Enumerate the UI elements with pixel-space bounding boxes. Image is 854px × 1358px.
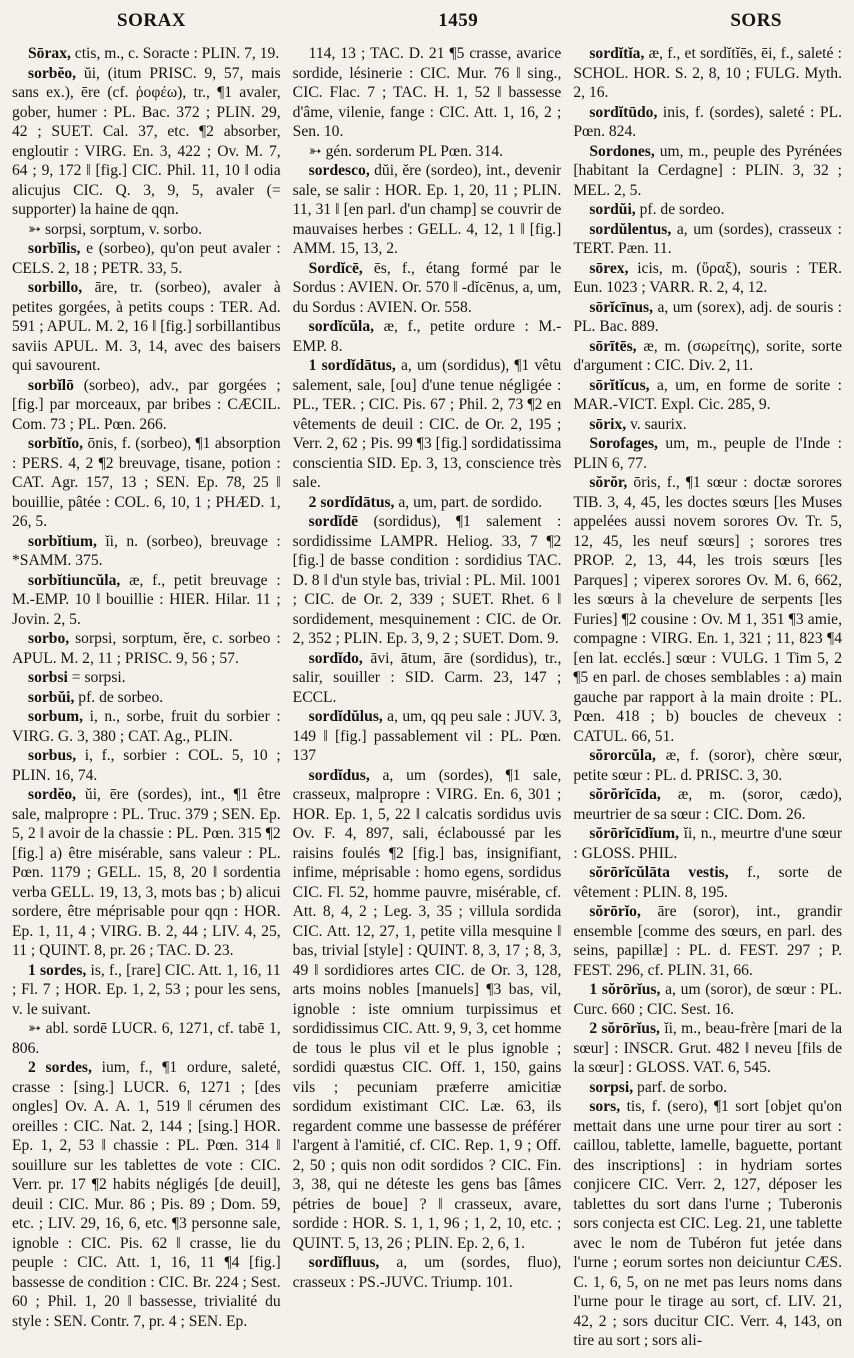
entry-definition: is, f., [rare] CIC. Att. 1, 16, 11 ; Fl. 7 ; HOR. Ep. 1, 2, 53 ; pour les sens, v. le suivant. bbox=[12, 961, 281, 1018]
entry-headword: sōrĭcīnus, bbox=[589, 298, 654, 316]
entry-definition: ōnis, f. (sorbeo), ¶1 absorption : PERS. 4, 2 ¶2 breuvage, tisane, potion : CAT. Agr. 157, 13 ; SEN. Ep. 78, 25 ‖ bouillie, pâtée : COL. 6, 10, 1 ; PHÆD. 1, 26, 5. bbox=[12, 435, 281, 530]
entry-definition: æ, f., et sordĭtĭēs, ēi, f., saleté : SCHOL. HOR. S. 2, 8, 10 ; FULG. Myth. 2, 16. bbox=[573, 45, 842, 101]
entry-definition: āre, tr. (sorbeo), avaler à petites gorgées, à petits coups : TER. Ad. 591 ; APUL. M. 2, 16 ‖ [fig.] sorbillantibus saviis APUL. M. 3, 14, avec des baisers qui savourent. bbox=[12, 279, 281, 374]
entry-definition: ĭi, m., beau-frère [mari de la sœur] : INSCR. Grut. 482 ‖ neveu [fils de la sœur] : GLOSS. VAT. 6, 545. bbox=[573, 1020, 842, 1076]
dictionary-entry bbox=[293, 356, 562, 493]
entry-definition: parf. de sorbo. bbox=[637, 1078, 728, 1096]
dictionary-entry bbox=[293, 649, 562, 708]
entry-headword: sorbĭtĭo, bbox=[28, 435, 84, 452]
entry-headword: sōrītēs, bbox=[589, 337, 637, 355]
entry-definition: ŭi, ēre (sordes), int., ¶1 être sale, malpropre : PL. Truc. 379 ; SEN. Ep. 5, 2 ‖ avoir de la chassie : PL. Pœn. 315 ¶2 [fig.] a) être misérable, sans valeur : PL. Pœn. 1179 ; GELL. 15, 8, 20 ‖ sordentia verba GELL. 19, 13, 3, mots bas ; b) alicui sordere, être méprisable pour qqn : HOR. Ep. 1, 11, 4 ; VIRG. B. 2, 44 ; LIV. 4, 25, 11 ; QUINT. 8, pr. 26 ; TAC. D. 23. bbox=[12, 786, 281, 959]
entry-headword: sŏrōrĭcŭlāta vestis, bbox=[589, 864, 729, 881]
entry-headword: 1 sordĭdātus, bbox=[308, 357, 396, 374]
entry-definition: (sorbeo), adv., par gorgées ; [fig.] par morceaux, par bribes : CÆCIL. Com. 73 ; PL. Pœn. 266. bbox=[12, 376, 281, 433]
entry-headword: sŏrŏrĭcīda, bbox=[589, 786, 661, 803]
entry-headword: 1 sŏrōrĭus, bbox=[589, 981, 661, 998]
entry-definition: a, um (soror), de sœur : PL. Curc. 660 ; CIC. Sest. 16. bbox=[573, 981, 842, 1018]
dictionary-entry bbox=[12, 571, 281, 630]
dictionary-entry bbox=[293, 766, 562, 1254]
entry-headword: sorpsi, bbox=[589, 1078, 634, 1096]
entry-headword: sorbĭlis, bbox=[28, 240, 81, 257]
dictionary-entry bbox=[573, 824, 842, 863]
entry-definition: um, m., peuple de l'Inde : PLIN 6, 77. bbox=[573, 435, 842, 472]
entry-headword: sŏrōrĭcīdĭum, bbox=[589, 825, 680, 842]
dictionary-entry bbox=[573, 220, 842, 259]
entry-headword: sordŭlentus, bbox=[589, 220, 672, 238]
entry-headword: sors, bbox=[589, 1098, 621, 1115]
entry-definition: um, m., peuple des Pyrénées [habitant la Cerdagne] : PLIN. 3, 32 ; MEL. 2, 5. bbox=[573, 142, 842, 199]
header-right-guide-word: SORS bbox=[730, 10, 782, 31]
entry-definition: ĭi, n., meurtre d'une sœur : GLOSS. PHIL. bbox=[573, 825, 842, 862]
entry-definition: i, n., sorbe, fruit du sorbier : VIRG. G. 3, 380 ; CAT. Ag., PLIN. bbox=[12, 708, 281, 745]
columns bbox=[12, 44, 842, 1354]
entry-definition: i, f., sorbier : COL. 5, 10 ; PLIN. 16, 74. bbox=[12, 747, 281, 784]
dictionary-entry bbox=[573, 902, 842, 980]
entry-headword: sŏrōrĭo, bbox=[589, 903, 641, 920]
entry-headword: sorbĭlō bbox=[28, 376, 74, 394]
entry-headword: 2 sordĭdātus, bbox=[308, 493, 395, 511]
header-left-guide-word: SORAX bbox=[117, 10, 187, 31]
column-1 bbox=[12, 44, 281, 1354]
dictionary-entry bbox=[12, 1058, 281, 1331]
entry-definition: = sorpsi. bbox=[71, 669, 126, 686]
entry-definition: sorpsi, sorptum, ĕre, c. sorbeo : APUL. M. 2, 11 ; PRISC. 9, 56 ; 57. bbox=[12, 630, 281, 667]
entry-definition: ➳ gén. sorderum PL Pœn. 314. bbox=[308, 142, 504, 160]
entry-headword: sorbillo, bbox=[28, 279, 83, 296]
dictionary-entry bbox=[12, 239, 281, 278]
entry-definition: æ, f. (soror), chère sœur, petite sœur : PL. d. PRISC. 3, 30. bbox=[573, 747, 842, 784]
entry-headword: sordĭfluus, bbox=[308, 1254, 380, 1271]
entry-definition: pf. de sorbeo. bbox=[78, 688, 164, 706]
entry-headword: sorbĭtium, bbox=[28, 532, 97, 550]
dictionary-entry bbox=[573, 1097, 842, 1351]
entry-headword: sordĭdus, bbox=[308, 766, 370, 784]
dictionary-entry bbox=[573, 103, 842, 142]
entry-definition: æ, f., petit breuvage : M.-EMP. 10 ‖ bouillie : HIER. Hilar. 11 ; Jovin. 2, 5. bbox=[12, 571, 281, 628]
dictionary-entry bbox=[12, 44, 281, 64]
dictionary-entry bbox=[573, 863, 842, 902]
entry-definition: ōris, f., ¶1 sœur : doctæ sorores TIB. 3, 4, 45, les doctes sœurs [les Muses appelées aussi novem sorores Ov. Tr. 5, 12, 45, les neuf sœurs] ; sorores tres PROP. 2, 13, 44, les trois sœurs [les Parques] ; viperex sorores Ov. M. 6, 662, les sœurs à la chevelure de serpents [les Furies] ¶2 cousine : Ov. M 1, 351 ¶3 amie, compagne : VIRG. En. 1, 321 ; 11, 823 ¶4 [en lat. ecclés.] sœur : VULG. 1 Tim 5, 2 ¶5 en parl. de choses semblables : a) main gauche par rapport à la main droite : PL. Pœn. 418 ; b) boucles de cheveux : CATUL. 66, 51. bbox=[573, 474, 842, 745]
entry-definition: v. saurix. bbox=[630, 415, 687, 433]
dictionary-entry bbox=[12, 220, 281, 240]
entry-headword: sordĕo, bbox=[28, 786, 77, 803]
entry-headword: sorbŭi, bbox=[28, 688, 75, 706]
entry-headword: Sorofages, bbox=[589, 435, 658, 452]
dictionary-entry bbox=[293, 161, 562, 259]
dictionary-entry bbox=[12, 629, 281, 668]
column-2 bbox=[293, 44, 562, 1354]
entry-headword: Sordĭcē, bbox=[308, 259, 363, 277]
entry-headword: sordĭtūdo, bbox=[589, 103, 658, 121]
entry-definition: a, um (sordidus), ¶1 vêtu salement, sale, [ou] d'une tenue négligée : PL., TER. ; CIC. Pis. 67 ; Phil. 2, 73 ¶2 en vêtements de deuil : CIC. de Or. 2, 195 ; Verr. 2, 62 ; Pis. 99 ¶3 [fig.] sordidatissima conscientia SID. Ep. 3, 13, conscience très sale. bbox=[292, 357, 562, 491]
dictionary-entry bbox=[293, 493, 562, 513]
running-header bbox=[12, 10, 842, 36]
dictionary-entry bbox=[573, 415, 842, 435]
dictionary-entry bbox=[573, 1019, 842, 1078]
page-number: 1459 bbox=[438, 10, 479, 31]
entry-definition: icis, m. (ὕραξ), souris : TER. Eun. 1023 ; VARR. R. 2, 4, 12. bbox=[573, 259, 842, 296]
entry-definition: inis, f. (sordes), saleté : PL. Pœn. 824. bbox=[573, 103, 842, 140]
entry-definition: tis, f. (sero), ¶1 sort [objet qu'on mettait dans une urne pour tirer au sort : caillou, tablette, lamelle, baguette, portant des inscriptions] : in hydriam sortes conjicere CIC. Verr. 2, 127, déposer les tablettes du sort dans l'urne ; Tuberonis sors conjecta est CIC. Leg. 21, une tablette avec le nom de Tubéron fut jetée dans l'urne ; eorum sortes non deiciuntur CÆS. C. 1, 6, 5, on ne met pas leurs noms dans l'urne pour le tirage au sort, cf. LIV. 21, 42, 2 ; sors ducitur CIC. Verr. 4, 143, on tire au sort ; sors ali- bbox=[573, 1098, 842, 1349]
dictionary-entry bbox=[12, 434, 281, 532]
entry-headword: sorbo, bbox=[28, 630, 70, 647]
entry-definition: æ, f., petite ordure : M.-EMP. 8. bbox=[292, 318, 562, 355]
dictionary-entry bbox=[12, 64, 281, 220]
entry-headword: Sōrax, bbox=[28, 45, 71, 62]
dictionary-entry bbox=[573, 376, 842, 415]
column-3 bbox=[573, 44, 842, 1354]
dictionary-entry bbox=[573, 298, 842, 337]
entry-headword: sōrex, bbox=[589, 259, 629, 277]
entry-definition: 114, 13 ; TAC. D. 21 ¶5 crasse, avarice sordide, lésinerie : CIC. Mur. 76 ‖ sing., CIC. Flac. 7 ; TAC. H. 1, 52 ‖ bassesse d'âme, vilenie, fange : CIC. Att. 1, 16, 2 ; Sen. 10. bbox=[292, 45, 562, 140]
dictionary-entry bbox=[293, 317, 562, 356]
dictionary-entry bbox=[573, 980, 842, 1019]
dictionary-entry bbox=[293, 142, 562, 162]
entry-definition: e (sorbeo), qu'on peut avaler : CELS. 2, 18 ; PETR. 33, 5. bbox=[12, 240, 281, 277]
dictionary-entry bbox=[573, 473, 842, 746]
entry-headword: sŏrŏr, bbox=[589, 474, 628, 491]
entry-headword: sordĭdē bbox=[308, 513, 359, 530]
entry-headword: 2 sŏrōrĭus, bbox=[589, 1020, 660, 1037]
dictionary-entry bbox=[293, 259, 562, 318]
dictionary-entry bbox=[573, 434, 842, 473]
dictionary-entry bbox=[293, 512, 562, 649]
dictionary-entry bbox=[12, 668, 281, 688]
entry-headword: sorbum, bbox=[28, 708, 84, 725]
dictionary-entry bbox=[573, 200, 842, 220]
entry-headword: sōrĭtĭcus, bbox=[589, 376, 650, 394]
entry-headword: sorbsi bbox=[28, 669, 68, 686]
entry-definition: ➳ sorpsi, sorptum, v. sorbo. bbox=[28, 220, 203, 238]
entry-headword: sordĭdo, bbox=[308, 649, 363, 667]
entry-definition: a, um (sordes, fluo), crasseux : PS.-JUVC. Triump. 101. bbox=[292, 1254, 562, 1291]
dictionary-entry bbox=[573, 259, 842, 298]
entry-definition: āre (soror), int., grandir ensemble [comme des sœurs, en parl. des seins, papillæ] : PL. d. FEST. 297 ; P. FEST. 296, cf. PLIN. 31, 66. bbox=[573, 903, 842, 979]
entry-headword: sōrix, bbox=[589, 415, 627, 433]
dictionary-entry bbox=[12, 746, 281, 785]
entry-headword: sordesco, bbox=[308, 162, 370, 179]
entry-headword: sordĭtĭa, bbox=[589, 45, 645, 62]
entry-definition: f., sorte de vêtement : PLIN. 8, 195. bbox=[573, 864, 842, 901]
dictionary-entry bbox=[12, 961, 281, 1020]
entry-definition: āvi, ātum, āre (sordidus), tr., salir, souiller : SID. Carm. 23, 147 ; ECCL. bbox=[292, 649, 562, 706]
entry-headword: 1 sordes, bbox=[28, 961, 87, 979]
entry-definition: ➳ abl. sordē LUCR. 6, 1271, cf. tabē 1, 806. bbox=[12, 1020, 281, 1057]
dictionary-entry bbox=[573, 142, 842, 201]
entry-definition: ŭi, (itum PRISC. 9, 57, mais sans ex.), ēre (cf. ῥοφέω), tr., ¶1 avaler, gober, humer : PL. Bac. 372 ; PLIN. 29, 42 ; SUET. Cal. 37, etc. ¶2 absorber, engloutir : VIRG. En. 3, 422 ; Ov. M. 7, 64 ; 9, 172 ‖ [fig.] CIC. Phil. 11, 10 ‖ odia alicujus CIC. Q. 3, 9, 5, avaler (= supporter) la haine de qqn. bbox=[12, 64, 281, 218]
entry-headword: 2 sordes, bbox=[28, 1059, 92, 1076]
dictionary-entry bbox=[12, 1019, 281, 1058]
dictionary-entry bbox=[573, 1078, 842, 1098]
dictionary-entry bbox=[573, 785, 842, 824]
dictionary-entry bbox=[573, 44, 842, 103]
entry-headword: sŏrorcŭla, bbox=[589, 747, 656, 764]
entry-definition: æ, m. (soror, cædo), meurtrier de sa sœur : CIC. Dom. 26. bbox=[573, 786, 842, 823]
entry-headword: sordŭi, bbox=[589, 201, 636, 218]
entry-definition: a, um, qq peu sale : JUV. 3, 149 ‖ [fig.] passablement vil : PL. Pœn. 137 bbox=[292, 708, 562, 764]
entry-definition: ctis, m., c. Soracte : PLIN. 7, 19. bbox=[74, 45, 280, 62]
entry-definition: æ, m. (σωρείτης), sorite, sorte d'argument : CIC. Div. 2, 11. bbox=[573, 337, 842, 374]
entry-definition: (sordidus), ¶1 salement : sordidissime LAMPR. Heliog. 33, 7 ¶2 [fig.] de basse condition : sordidius TAC. D. 8 ‖ d'un style bas, trivial : PL. Mil. 1001 ; CIC. de Or. 2, 339 ; SUET. Rhet. 6 ‖ sordidement, mesquinement : CIC. de Or. 2, 352 ; PLIN. Ep. 3, 9, 2 ; SUET. Dom. 9. bbox=[292, 513, 562, 647]
dictionary-entry bbox=[12, 278, 281, 376]
entry-headword: sorbus, bbox=[28, 747, 77, 764]
entry-headword: sorbĕo, bbox=[28, 64, 77, 82]
dictionary-entry bbox=[293, 707, 562, 766]
entry-definition: ĭi, n. (sorbeo), breuvage : *SAMM. 375. bbox=[12, 532, 281, 569]
dictionary-entry bbox=[293, 44, 562, 142]
entry-definition: a, um (sordes), crasseux : TERT. Pæn. 11. bbox=[573, 220, 842, 257]
entry-definition: ēs, f., étang formé par le Sordus : AVIEN. Or. 570 ‖ -dĭcēnus, a, um, du Sordus : AVIEN. Or. 558. bbox=[292, 259, 562, 316]
dictionary-entry bbox=[12, 532, 281, 571]
entry-definition: a, um, part. de sordido. bbox=[398, 493, 543, 511]
entry-headword: sorbĭtiuncŭla, bbox=[28, 571, 121, 589]
entry-definition: a, um, en forme de sorite : MAR.-VICT. Expl. Cic. 285, 9. bbox=[573, 376, 842, 413]
entry-definition: dŭi, ĕre (sordeo), int., devenir sale, se salir : HOR. Ep. 1, 20, 11 ; PLIN. 11, 31 ‖ [en parl. d'un champ] se couvrir de mauvaises herbes : GELL. 4, 12, 1 ‖ [fig.] AMM. 15, 13, 2. bbox=[292, 162, 562, 257]
entry-definition: a, um (sordes), ¶1 sale, crasseux, malpropre : VIRG. En. 6, 301 ; HOR. Ep. 1, 5, 22 ‖ calcatis sordidus uvis Ov. F. 4, 897, sali, éclaboussé par les raisins foulés ¶2 [fig.] bas, insignifiant, infime, méprisable : homo egens, sordidus CIC. Fl. 52, homme pauvre, misérable, cf. Att. 8, 4, 2 ; Leg. 3, 35 ; villula sordida CIC. Att. 12, 27, 1, petite villa mesquine ‖ bas, trivial [style] : QUINT. 8, 3, 17 ; 8, 3, 49 ‖ sordidiores artes CIC. de Or. 3, 128, arts moins nobles [manuels] ¶3 bas, vil, ignoble : iste omnium turpissimus et sordidissimus CIC. Att. 9, 9, 3, cet homme de tous le plus vil et le plus ignoble ; sordidi quæstus CIC. Off. 1, 150, gains vils ; pecuniam præferre amicitiæ sordidum existimant CIC. Læ. 63, ils regardent comme une bassesse de préférer l'argent à l'amitié, cf. CIC. Rep. 1, 9 ; Off. 2, 50 ; quis non odit sordidos ? CIC. Fin. 3, 38, qui ne déteste les gens bas [âmes pétries de boue] ? ‖ crasseux, avare, sordide : HOR. S. 1, 1, 96 ; 1, 2, 10, etc. ; QUINT. 5, 13, 26 ; PLIN. Ep. 2, 6, 1. bbox=[292, 766, 562, 1252]
entry-definition: ium, f., ¶1 ordure, saleté, crasse : [sing.] LUCR. 6, 1271 ; [des ongles] Ov. A. A. 1, 519 ‖ cérumen des oreilles : CIC. Nat. 2, 144 ; [sing.] HOR. Ep. 1, 2, 53 ‖ chassie : PL. Pœn. 314 ‖ souillure sur les tablettes de vote : CIC. Verr. pr. 17 ¶2 habits négligés [de deuil], deuil : CIC. Mur. 86 ; Pis. 89 ; Dom. 59, etc. ; LIV. 29, 16, 6, etc. ¶3 personne sale, ignoble : CIC. Pis. 62 ‖ crasse, lie du peuple : CIC. Att. 1, 16, 11 ¶4 [fig.] bassesse de condition : CIC. Br. 224 ; Sest. 60 ; Phil. 1, 20 ‖ bassesse, trivialité du style : SEN. Contr. 7, pr. 4 ; SEN. Ep. bbox=[12, 1059, 281, 1330]
entry-definition: a, um (sorex), adj. de souris : PL. Bac. 889. bbox=[573, 298, 842, 335]
entry-headword: Sordones, bbox=[589, 142, 655, 160]
entry-definition: pf. de sordeo. bbox=[639, 201, 725, 218]
dictionary-entry bbox=[12, 376, 281, 435]
dictionary-entry bbox=[12, 785, 281, 961]
dictionary-entry bbox=[293, 1253, 562, 1292]
entry-headword: sordĭcŭla, bbox=[308, 318, 375, 335]
dictionary-entry bbox=[573, 746, 842, 785]
entry-headword: sordĭdŭlus, bbox=[308, 708, 383, 725]
dictionary-entry bbox=[12, 707, 281, 746]
dictionary-entry bbox=[573, 337, 842, 376]
dictionary-entry bbox=[12, 688, 281, 708]
